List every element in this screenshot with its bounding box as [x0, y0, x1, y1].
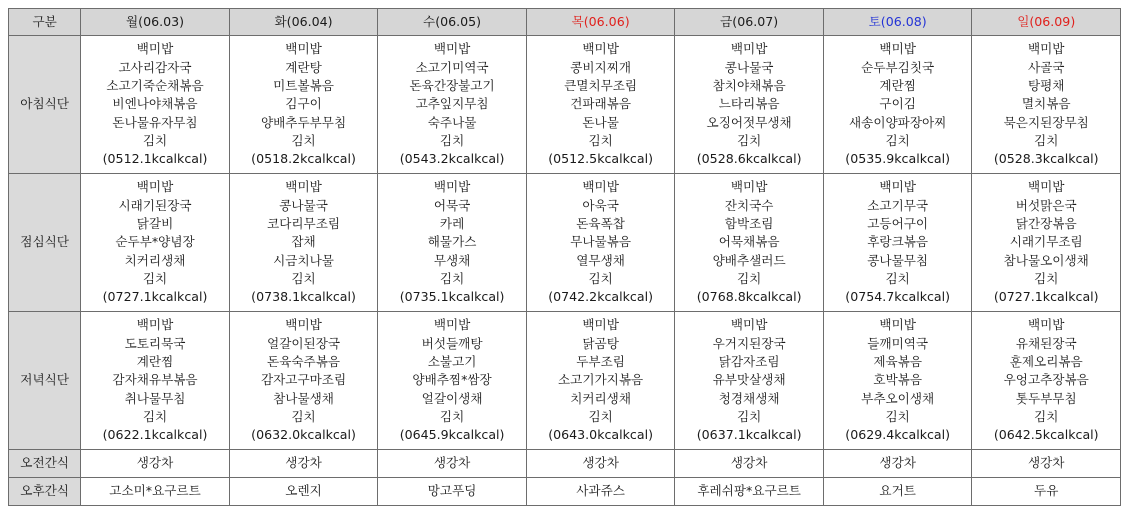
calorie-text: (0632.0kcalkcal): [251, 427, 356, 443]
menu-item: 김치: [588, 408, 613, 424]
meal-row-lunch: [9, 174, 1121, 312]
meal-cell: [229, 174, 378, 312]
menu-item: 훈제오리볶음: [1009, 354, 1083, 370]
menu-item: 백미밥: [1027, 179, 1065, 195]
meal-cell: [675, 36, 824, 174]
menu-item: 함박조림: [724, 216, 774, 232]
menu-item: 감자고구마조림: [260, 372, 347, 388]
day-header-sun: [972, 9, 1121, 36]
menu-item: 오징어젓무생채: [706, 114, 792, 130]
menu-item: 얼갈이된장국: [267, 335, 341, 351]
snack-cell: 생강차: [526, 450, 675, 478]
day-header-wed: [378, 9, 527, 36]
menu-item: 백미밥: [285, 179, 322, 195]
menu-item: 고사리감자국: [118, 59, 192, 75]
menu-item: 미트볼볶음: [273, 78, 334, 94]
menu-item: 무생채: [433, 252, 471, 268]
calorie-text: (0735.1kcalkcal): [399, 289, 505, 305]
menu-item: 톳두부무침: [1015, 390, 1077, 406]
snack-cell: 고소미*요구르트: [81, 478, 230, 506]
menu-item: 시금치나물: [273, 252, 334, 268]
menu-item: 참치야채볶음: [712, 78, 786, 94]
menu-item: 감자채유부볶음: [112, 372, 198, 388]
day-header-tue: [229, 9, 378, 36]
menu-item: 백미밥: [879, 179, 916, 195]
menu-item: 건파래볶음: [570, 96, 632, 112]
calorie-text: (0642.5kcalkcal): [993, 427, 1099, 443]
menu-item: 계란찜: [879, 78, 916, 94]
menu-item: 백미밥: [136, 41, 174, 57]
menu-item: 호박볶음: [873, 372, 922, 388]
meal-cell: [378, 312, 527, 450]
menu-item: 소고기죽순채볶음: [106, 78, 204, 94]
menu-item: 시래기무조림: [1009, 234, 1083, 250]
menu-item: 아욱국: [582, 197, 619, 213]
meal-cell: [81, 174, 230, 312]
menu-item: 버섯맑은국: [1015, 197, 1077, 213]
menu-item: 어묵채볶음: [718, 234, 780, 250]
meal-cell: [81, 312, 230, 450]
snack-cell: 생강차: [675, 450, 824, 478]
menu-item: 닭곰탕: [582, 335, 619, 351]
day-label: 금(06.07): [720, 13, 779, 29]
calorie-text: (0512.5kcalkcal): [548, 151, 653, 167]
menu-item: 돈나물유자무침: [112, 114, 198, 130]
menu-item: 묵은지된장무침: [1003, 114, 1089, 130]
menu-item: 사골국: [1027, 59, 1065, 75]
menu-item: 김치: [291, 408, 316, 424]
menu-item: 시래기된장국: [118, 197, 192, 213]
menu-item: 부추오이생채: [861, 390, 935, 406]
meal-row-label: 아침식단: [9, 36, 81, 174]
menu-item: 김치: [588, 270, 613, 286]
calorie-text: (0768.8kcalkcal): [696, 289, 802, 305]
calorie-text: (0637.1kcalkcal): [696, 427, 802, 443]
menu-item: 비엔나야채볶음: [112, 96, 198, 112]
menu-item: 유부맛살생채: [712, 372, 786, 388]
snack-cell: 생강차: [378, 450, 527, 478]
menu-item: 김치: [439, 408, 465, 424]
header-corner-label: 구분: [32, 13, 57, 29]
menu-item: 김치: [439, 132, 465, 148]
menu-item: 취나물무침: [124, 390, 186, 406]
meal-cell: [526, 312, 675, 450]
menu-item: 백미밥: [136, 317, 174, 333]
menu-item: 김치: [142, 132, 168, 148]
menu-item: 김치: [736, 132, 762, 148]
weekly-meal-table: [8, 8, 1121, 506]
day-label: 목(06.06): [571, 13, 630, 29]
menu-item: 어묵국: [433, 197, 471, 213]
calorie-text: (0512.1kcalkcal): [102, 151, 208, 167]
menu-item: 우거지된장국: [712, 335, 786, 351]
menu-item: 백미밥: [582, 179, 619, 195]
menu-item: 김치: [142, 408, 168, 424]
menu-item: 김치: [291, 270, 316, 286]
menu-item: 김치: [1034, 270, 1059, 286]
menu-item: 참나물생채: [273, 390, 334, 406]
meal-cell: [229, 36, 378, 174]
menu-item: 무나물볶음: [570, 234, 632, 250]
menu-item: 김치: [291, 132, 316, 148]
menu-item: 소고기가지볶음: [558, 372, 644, 388]
menu-item: 백미밥: [1027, 317, 1065, 333]
day-label: 일(06.09): [1017, 13, 1076, 29]
menu-item: 백미밥: [433, 41, 471, 57]
snack-cell: 생강차: [972, 450, 1121, 478]
menu-item: 김치: [736, 270, 762, 286]
meal-row-breakfast: [9, 36, 1121, 174]
menu-item: 닭갈비: [136, 216, 174, 232]
snack-cell: 생강차: [823, 450, 972, 478]
calorie-text: (0528.3kcalkcal): [993, 151, 1099, 167]
snack-cell: 망고푸딩: [378, 478, 527, 506]
meal-cell: [823, 174, 972, 312]
menu-item: 양배추샐러드: [712, 252, 786, 268]
calorie-text: (0643.0kcalkcal): [548, 427, 653, 443]
menu-item: 계란찜: [136, 354, 174, 370]
meal-cell: [972, 312, 1121, 450]
snack-cell: 후레쉬팡*요구르트: [675, 478, 824, 506]
calorie-text: (0528.6kcalkcal): [696, 151, 802, 167]
header-row: [9, 9, 1121, 36]
calorie-text: (0543.2kcalkcal): [399, 151, 505, 167]
menu-item: 콩비지찌개: [570, 59, 632, 75]
snack-cell: 사과쥬스: [526, 478, 675, 506]
menu-item: 고등어구이: [867, 216, 929, 232]
menu-item: 돈육숙주볶음: [267, 354, 341, 370]
menu-item: 돈나물: [582, 114, 619, 130]
menu-item: 멸치볶음: [1021, 96, 1071, 112]
menu-item: 백미밥: [1027, 41, 1065, 57]
calorie-text: (0727.1kcalkcal): [102, 289, 208, 305]
menu-item: 백미밥: [582, 41, 619, 57]
menu-item: 백미밥: [879, 41, 916, 57]
header-corner-cell: [9, 9, 81, 36]
menu-item: 우엉고추장볶음: [1003, 372, 1089, 388]
menu-item: 닭간장볶음: [1015, 216, 1077, 232]
meal-row-label: 점심식단: [9, 174, 81, 312]
calorie-text: (0518.2kcalkcal): [251, 151, 356, 167]
menu-item: 김치: [736, 408, 762, 424]
menu-item: 돈육폭찹: [576, 216, 625, 232]
menu-item: 잡채: [291, 234, 316, 250]
day-header-thu: [526, 9, 675, 36]
menu-item: 닭감자조림: [718, 354, 780, 370]
menu-item: 김치: [885, 132, 910, 148]
menu-item: 김구이: [285, 96, 322, 112]
day-label: 토(06.08): [868, 13, 927, 29]
menu-item: 김치: [439, 270, 465, 286]
menu-item: 탕평채: [1027, 78, 1065, 94]
snack-row-morning: [9, 450, 1121, 478]
snack-cell: 두유: [972, 478, 1121, 506]
menu-item: 버섯들깨탕: [421, 335, 483, 351]
menu-item: 카레: [439, 216, 465, 232]
menu-item: 소고기무국: [867, 197, 929, 213]
meal-cell: [81, 36, 230, 174]
calorie-text: (0754.7kcalkcal): [845, 289, 951, 305]
menu-item: 백미밥: [582, 317, 619, 333]
menu-item: 백미밥: [730, 41, 768, 57]
day-header-sat: [823, 9, 972, 36]
menu-item: 잔치국수: [724, 197, 774, 213]
menu-item: 김치: [885, 270, 910, 286]
calorie-text: (0742.2kcalkcal): [548, 289, 653, 305]
menu-item: 백미밥: [285, 41, 322, 57]
menu-item: 도토리묵국: [124, 335, 186, 351]
menu-item: 백미밥: [433, 179, 471, 195]
menu-item: 제육볶음: [873, 354, 922, 370]
menu-item: 김치: [588, 132, 613, 148]
menu-item: 김치: [1034, 132, 1059, 148]
menu-item: 순두부*양념장: [115, 234, 195, 250]
day-header-fri: [675, 9, 824, 36]
meal-cell: [675, 174, 824, 312]
menu-item: 콩나물무침: [867, 252, 929, 268]
menu-item: 큰멸치무조림: [564, 78, 638, 94]
meal-row-label: 저녁식단: [9, 312, 81, 450]
menu-item: 치커리생채: [570, 390, 632, 406]
menu-item: 양배추찜*쌈장: [412, 372, 492, 388]
day-header-mon: [81, 9, 230, 36]
calorie-text: (0629.4kcalkcal): [845, 427, 951, 443]
menu-item: 청경채생채: [718, 390, 780, 406]
meal-cell: [972, 36, 1121, 174]
menu-item: 소불고기: [427, 354, 477, 370]
menu-item: 백미밥: [879, 317, 916, 333]
day-label: 수(06.05): [423, 13, 482, 29]
menu-item: 계란탕: [285, 59, 322, 75]
calorie-text: (0622.1kcalkcal): [102, 427, 208, 443]
calorie-text: (0738.1kcalkcal): [251, 289, 356, 305]
snack-cell: 생강차: [81, 450, 230, 478]
menu-item: 열무생채: [576, 252, 625, 268]
meal-cell: [229, 312, 378, 450]
day-label: 월(06.03): [125, 13, 185, 29]
snack-row-label: 오후간식: [9, 478, 81, 506]
meal-cell: [526, 36, 675, 174]
menu-item: 코다리무조림: [267, 216, 341, 232]
menu-item: 백미밥: [730, 317, 768, 333]
meal-cell: [823, 312, 972, 450]
menu-item: 구이김: [879, 96, 916, 112]
menu-item: 얼갈이생채: [421, 390, 483, 406]
meal-cell: [378, 36, 527, 174]
menu-item: 양배추두부무침: [260, 114, 347, 130]
meal-row-dinner: [9, 312, 1121, 450]
menu-item: 새송이양파장아찌: [849, 114, 947, 130]
calorie-text: (0535.9kcalkcal): [845, 151, 951, 167]
snack-row-afternoon: [9, 478, 1121, 506]
meal-cell: [378, 174, 527, 312]
calorie-text: (0727.1kcalkcal): [993, 289, 1099, 305]
menu-item: 김치: [142, 270, 168, 286]
menu-item: 백미밥: [433, 317, 471, 333]
menu-item: 돈육간장불고기: [409, 78, 495, 94]
meal-cell: [823, 36, 972, 174]
day-label: 화(06.04): [274, 13, 333, 29]
menu-item: 콩나물국: [279, 197, 328, 213]
snack-cell: 오렌지: [229, 478, 378, 506]
meal-cell: [526, 174, 675, 312]
menu-item: 순두부김칫국: [861, 59, 935, 75]
menu-item: 해물가스: [427, 234, 477, 250]
menu-item: 숙주나물: [427, 114, 477, 130]
meal-cell: [675, 312, 824, 450]
menu-item: 후랑크볶음: [867, 234, 929, 250]
menu-item: 백미밥: [285, 317, 322, 333]
menu-item: 김치: [885, 408, 910, 424]
menu-item: 치커리생채: [124, 252, 186, 268]
meal-cell: [972, 174, 1121, 312]
snack-cell: 요거트: [823, 478, 972, 506]
menu-item: 콩나물국: [724, 59, 774, 75]
menu-item: 들깨미역국: [867, 335, 929, 351]
menu-item: 소고기미역국: [415, 59, 489, 75]
menu-item: 백미밥: [730, 179, 768, 195]
menu-item: 유채된장국: [1015, 335, 1077, 351]
snack-row-label: 오전간식: [9, 450, 81, 478]
menu-item: 느타리볶음: [718, 96, 780, 112]
menu-item: 두부조림: [576, 354, 625, 370]
menu-item: 참나물오이생채: [1003, 252, 1089, 268]
menu-item: 김치: [1034, 408, 1059, 424]
calorie-text: (0645.9kcalkcal): [399, 427, 505, 443]
snack-cell: 생강차: [229, 450, 378, 478]
menu-item: 고추잎지무침: [415, 96, 489, 112]
menu-item: 백미밥: [136, 179, 174, 195]
